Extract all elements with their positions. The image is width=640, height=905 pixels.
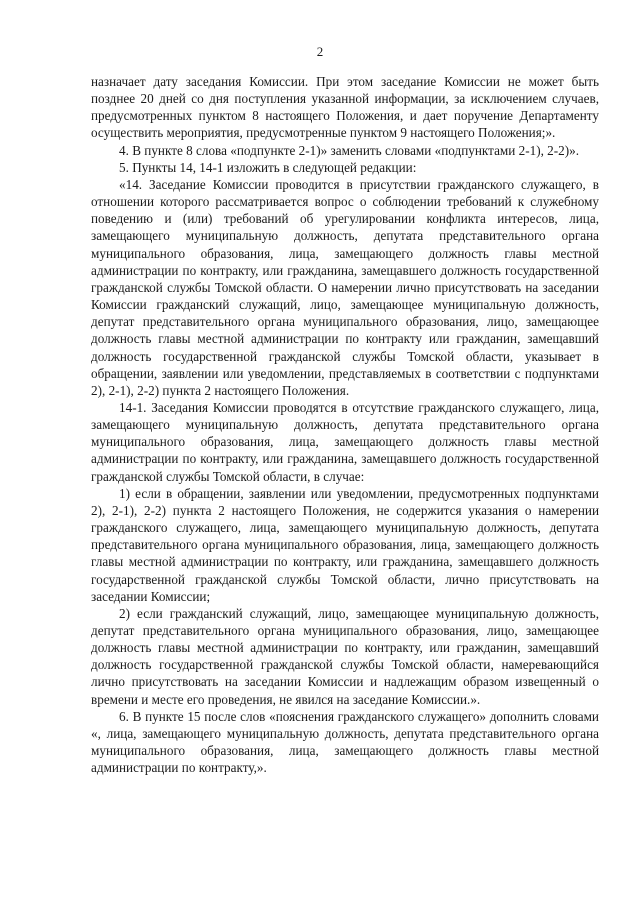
paragraph-item-6: 6. В пункте 15 после слов «пояснения гражданского служащего» дополнить словами «, лица, замещающего муниципальную должность, депутата представительного органа муниципального образования, лица, замещающего должность главы местной администрации по контракту,».	[91, 708, 599, 776]
paragraph-clause-14: «14. Заседание Комиссии проводится в присутствии гражданского служащего, в отношении которого рассматривается вопрос о соблюдении требований к служебному поведению и (или) требований об урегулировании конфликта интересов, лица, замещающего муниципальную должность, депутата представительного органа муниципального образования, лица, замещающего должность главы местной администрации по контракту, или гражданина, замещавшего должность государственной гражданской службы Томской области. О намерении лично присутствовать на заседании Комиссии гражданский служащий, лицо, замещающее муниципальную должность, депутат представительного органа муниципального образования, лицо, замещающее должность главы местной администрации по контракту или гражданин, замещавший должность государственной гражданской службы Томской области, указывает в обращении, заявлении или уведомлении, представляемых в соответствии с подпунктами 2), 2-1), 2-2) пункта 2 настоящего Положения.	[91, 176, 599, 398]
paragraph-subitem-1: 1) если в обращении, заявлении или уведомлении, предусмотренных подпунктами 2), 2-1), 2-2) пункта 2 настоящего Положения, не содержится указания о намерении гражданского служащего, лица, замещающего муниципальную должность, депутата представительного органа муниципального образования, лица, замещающего должность главы местной администрации по контракту, или гражданина, замещавшего должность государственной гражданской службы Томской области, лично присутствовать на заседании Комиссии;	[91, 485, 599, 604]
paragraph-subitem-2: 2) если гражданский служащий, лицо, замещающее муниципальную должность, депутат представительного органа муниципального образования, лицо, замещающее должность главы местной администрации по контракту, или гражданин, замещавший должность государственной гражданской службы Томской области, намеревающийся лично присутствовать на заседании Комиссии и надлежащим образом извещенный о времени и месте его проведения, не явился на заседание Комиссии.».	[91, 605, 599, 707]
paragraph-item-5: 5. Пункты 14, 14-1 изложить в следующей редакции:	[119, 159, 417, 175]
document-body	[91, 73, 599, 776]
paragraph-item-4: 4. В пункте 8 слова «подпункте 2-1)» заменить словами «подпунктами 2-1), 2-2)».	[119, 142, 580, 158]
paragraph-clause-14-1: 14-1. Заседания Комиссии проводятся в отсутствие гражданского служащего, лица, замещающего муниципальную должность, депутата представительного органа муниципального образования, лица, замещающего должность главы местной администрации по контракту, или гражданина, замещавшего должность государственной гражданской службы Томской области, в случае:	[91, 399, 599, 484]
paragraph-continuation: назначает дату заседания Комиссии. При этом заседание Комиссии не может быть позднее 20 дней со дня поступления указанной информации, за исключением случаев, предусмотренных пунктом 8 настоящего Положения, и дает поручение Департаменту осуществить мероприятия, предусмотренные пунктом 9 настоящего Положения;».	[91, 74, 599, 141]
page-number: 2	[316, 44, 324, 59]
